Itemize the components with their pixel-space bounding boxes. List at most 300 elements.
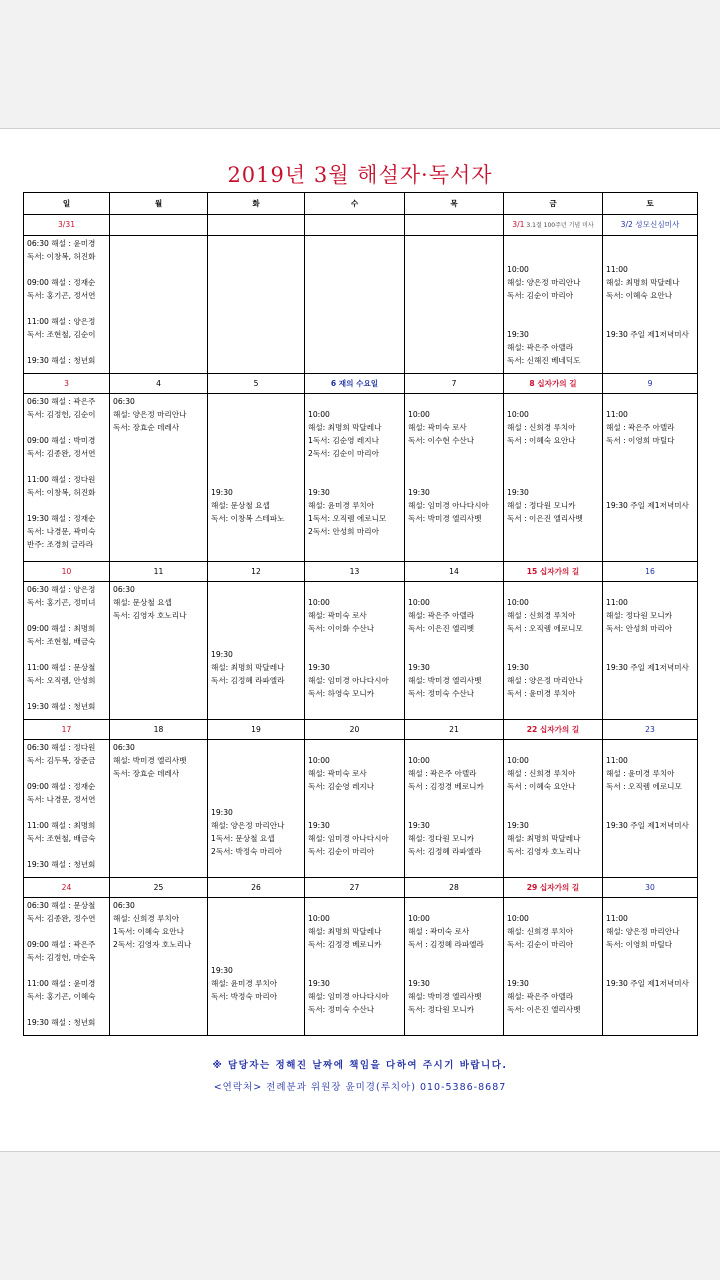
schedule-line xyxy=(211,951,304,964)
schedule-cell-tue xyxy=(208,898,305,1036)
date-cell-wed xyxy=(305,878,405,898)
schedule-table xyxy=(23,192,698,1036)
schedule-cell-fri xyxy=(504,582,603,720)
date-cell-thu xyxy=(405,215,504,236)
schedule-line: 2독서: 박정숙 마리아 xyxy=(211,847,282,856)
schedule-line: 해설: 신희경 루치아 xyxy=(507,927,574,936)
schedule-line: 해설 : 곽은주 아델라 xyxy=(408,769,477,778)
schedule-line: 독서: 김순이 마리아 xyxy=(507,291,574,300)
date-label: 12 xyxy=(251,567,261,576)
date-label: 18 xyxy=(153,725,164,734)
schedule-sheet xyxy=(0,128,720,1152)
schedule-line: 독서: 신해진 베네딕도 xyxy=(507,356,581,365)
schedule-line xyxy=(408,899,503,912)
schedule-line: 해설: 최명희 막달레나 xyxy=(308,423,382,432)
schedule-line: 11:00 xyxy=(606,265,628,274)
schedule-line xyxy=(308,460,404,473)
schedule-line: 독서: 홍기곤, 정미녀 xyxy=(27,598,96,607)
schedule-line: 독서: 이수현 수산나 xyxy=(408,436,475,445)
schedule-line xyxy=(27,845,109,858)
schedule-line xyxy=(27,263,109,276)
schedule-line: 09:00 해설 : 박미경 xyxy=(27,436,96,445)
schedule-line: 해설: 신희경 루치아 xyxy=(113,914,180,923)
date-label: 15 십자가의 길 xyxy=(526,567,580,576)
schedule-line: 19:30 주일 제1저녁미사 xyxy=(606,979,689,988)
schedule-line: 해설: 정다원 모니카 xyxy=(606,611,673,620)
schedule-line: 해설: 최명희 막달레나 xyxy=(507,834,581,843)
schedule-cell-wed xyxy=(305,898,405,1036)
schedule-line xyxy=(606,302,697,315)
schedule-line xyxy=(211,421,304,434)
schedule-line: 해설: 양은정 마리안나 xyxy=(507,278,581,287)
schedule-line: 19:30 xyxy=(507,821,529,830)
schedule-line: 2독서: 김영자 호노리나 xyxy=(113,940,192,949)
schedule-line xyxy=(211,793,304,806)
schedule-line: 독서 : 이영희 마틸다 xyxy=(606,436,675,445)
schedule-line xyxy=(507,635,602,648)
schedule-line: 독서: 이은진 엘리사벳 xyxy=(507,1005,581,1014)
schedule-line: 19:30 xyxy=(507,488,529,497)
schedule-line: 독서 : 김정혜 라파엘라 xyxy=(408,940,484,949)
date-label: 4 xyxy=(156,379,161,388)
date-row xyxy=(24,878,698,898)
schedule-line xyxy=(507,250,602,263)
schedule-line: 해설: 정다원 모니카 xyxy=(408,834,475,843)
weekday-header-fri: 금 xyxy=(504,193,603,215)
schedule-line xyxy=(606,447,697,460)
schedule-cell-thu xyxy=(405,740,504,878)
schedule-line: 10:00 xyxy=(408,756,430,765)
schedule-cell-tue xyxy=(208,740,305,878)
schedule-line: 독서: 홍기곤, 정서연 xyxy=(27,291,96,300)
schedule-line: 11:00 xyxy=(606,410,628,419)
schedule-line: 독서: 나경문, 정서연 xyxy=(27,795,96,804)
weekday-header-sat: 토 xyxy=(603,193,698,215)
schedule-line: 해설: 양은정 마리안나 xyxy=(606,927,680,936)
schedule-line: 독서 : 오직렘 에로니모 xyxy=(606,782,682,791)
schedule-line: 11:00 xyxy=(606,598,628,607)
schedule-line xyxy=(27,806,109,819)
schedule-line: 해설: 최명희 막달레나 xyxy=(606,278,680,287)
schedule-line: 11:00 해설 : 정다원 xyxy=(27,475,96,484)
date-label: 25 xyxy=(153,883,164,892)
schedule-line: 09:00 해설 : 정재순 xyxy=(27,782,96,791)
schedule-line: 해설: 양은정 마리안나 xyxy=(113,410,187,419)
schedule-line: 19:30 xyxy=(211,966,233,975)
schedule-line xyxy=(211,741,304,754)
schedule-line xyxy=(27,1003,109,1016)
schedule-line xyxy=(308,473,404,486)
schedule-line xyxy=(211,899,304,912)
schedule-line xyxy=(211,938,304,951)
schedule-line: 06:30 해설 : 양은정 xyxy=(27,585,96,594)
schedule-line xyxy=(408,583,503,596)
schedule-line xyxy=(606,237,697,250)
schedule-line xyxy=(507,793,602,806)
date-cell-wed xyxy=(305,562,405,582)
schedule-line xyxy=(211,780,304,793)
schedule-line xyxy=(507,395,602,408)
schedule-line xyxy=(507,447,602,460)
schedule-line: 19:30 xyxy=(507,979,529,988)
schedule-line xyxy=(408,951,503,964)
schedule-line xyxy=(507,951,602,964)
weekday-header-mon: 월 xyxy=(110,193,208,215)
schedule-line: 19:30 xyxy=(308,663,330,672)
schedule-line: 19:30 xyxy=(408,663,430,672)
schedule-line: 11:00 xyxy=(606,914,628,923)
date-label: 6 재의 수요일 xyxy=(330,379,379,388)
schedule-line xyxy=(507,583,602,596)
schedule-line xyxy=(211,912,304,925)
schedule-cell-sun xyxy=(24,236,110,374)
schedule-line: 해설: 곽미숙 로사 xyxy=(408,423,467,432)
schedule-line xyxy=(507,315,602,328)
date-label: 10 xyxy=(61,567,72,576)
schedule-cell-mon xyxy=(110,236,208,374)
schedule-line xyxy=(27,341,109,354)
schedule-line: 11:00 해설 : 윤미경 xyxy=(27,979,96,988)
schedule-line: 19:30 xyxy=(308,821,330,830)
schedule-line: 해설: 곽은주 아델라 xyxy=(408,611,475,620)
schedule-line: 독서: 박정숙 마리아 xyxy=(211,992,278,1001)
date-cell-fri xyxy=(504,720,603,740)
schedule-line: 독서: 조현철, 배금숙 xyxy=(27,637,96,646)
schedule-line: 06:30 해설 : 곽은주 xyxy=(27,397,96,406)
schedule-line xyxy=(606,741,697,754)
schedule-cell-mon xyxy=(110,898,208,1036)
schedule-line: 19:30 xyxy=(308,979,330,988)
schedule-line: 독서: 홍기곤, 이혜숙 xyxy=(27,992,96,1001)
schedule-line xyxy=(507,964,602,977)
schedule-line: 독서 : 김정경 베로니카 xyxy=(408,782,484,791)
schedule-line: 독서: 안성희 마리아 xyxy=(606,624,673,633)
schedule-line xyxy=(408,793,503,806)
schedule-line: 10:00 xyxy=(408,410,430,419)
date-cell-fri xyxy=(504,562,603,582)
date-row xyxy=(24,215,698,236)
date-cell-tue xyxy=(208,720,305,740)
schedule-line xyxy=(408,806,503,819)
schedule-line: 19:30 xyxy=(507,330,529,339)
schedule-line: 독서: 이창복 스테파노 xyxy=(211,514,285,523)
schedule-line: 해설: 윤미경 루치아 xyxy=(211,979,278,988)
weekday-header-wed: 수 xyxy=(305,193,405,215)
schedule-line: 해설: 박미경 엘리사벳 xyxy=(113,756,187,765)
schedule-cell-fri xyxy=(504,898,603,1036)
schedule-line xyxy=(211,460,304,473)
date-cell-mon xyxy=(110,878,208,898)
schedule-line: 반주: 조경희 글라라 xyxy=(27,540,94,549)
date-label: 24 xyxy=(61,883,72,892)
schedule-line: 해설: 최명희 막달레나 xyxy=(308,927,382,936)
schedule-line xyxy=(27,609,109,622)
schedule-line: 해설 : 윤미경 루치아 xyxy=(606,769,675,778)
schedule-line: 독서: 김두복, 장준금 xyxy=(27,756,96,765)
schedule-line xyxy=(408,460,503,473)
schedule-line: 10:00 xyxy=(507,598,529,607)
schedule-line xyxy=(606,473,697,486)
date-label: 21 xyxy=(449,725,459,734)
schedule-line xyxy=(211,447,304,460)
schedule-line: 09:00 해설 : 정재순 xyxy=(27,278,96,287)
schedule-line xyxy=(308,741,404,754)
schedule-line xyxy=(27,767,109,780)
schedule-line: 19:30 해설 : 청년회 xyxy=(27,356,96,365)
schedule-line: 독서: 이은진 엘리벳 xyxy=(408,624,475,633)
schedule-line xyxy=(308,964,404,977)
schedule-line: 독서: 김순영 레지나 xyxy=(308,782,375,791)
schedule-line: 19:30 주일 제1저녁미사 xyxy=(606,663,689,672)
schedule-line: 해설: 임미경 아나다시아 xyxy=(408,501,489,510)
schedule-line xyxy=(606,964,697,977)
schedule-line xyxy=(606,806,697,819)
date-label: 3/2 성모신심미사 xyxy=(620,220,680,229)
schedule-cell-wed xyxy=(305,236,405,374)
schedule-line: 독서: 정미숙 수산나 xyxy=(308,1005,375,1014)
schedule-line: 10:00 xyxy=(507,914,529,923)
date-cell-fri xyxy=(504,878,603,898)
schedule-line: 19:30 주일 제1저녁미사 xyxy=(606,501,689,510)
schedule-cell-wed xyxy=(305,394,405,562)
schedule-line: 독서: 장효순 데레사 xyxy=(113,423,180,432)
schedule-cell-tue xyxy=(208,394,305,562)
schedule-line xyxy=(211,395,304,408)
date-label: 20 xyxy=(349,725,360,734)
schedule-cell-sun xyxy=(24,898,110,1036)
schedule-line: 19:30 xyxy=(408,979,430,988)
schedule-cell-tue xyxy=(208,582,305,720)
schedule-line: 10:00 xyxy=(308,598,330,607)
date-label: 22 십자가의 길 xyxy=(526,725,580,734)
schedule-line xyxy=(27,499,109,512)
schedule-line xyxy=(308,648,404,661)
schedule-line xyxy=(27,460,109,473)
schedule-line xyxy=(408,964,503,977)
schedule-line: 독서: 이창복, 허진화 xyxy=(27,252,96,261)
schedule-line: 해설: 박미경 엘리사벳 xyxy=(408,676,482,685)
schedule-line: 해설 : 양은정 마리안나 xyxy=(507,676,583,685)
schedule-cell-sun xyxy=(24,582,110,720)
schedule-line: 10:00 xyxy=(308,410,330,419)
schedule-line: 10:00 xyxy=(507,756,529,765)
schedule-line xyxy=(211,408,304,421)
schedule-line: 06:30 해설 : 정다원 xyxy=(27,743,96,752)
schedule-line xyxy=(507,302,602,315)
schedule-line xyxy=(408,741,503,754)
schedule-line xyxy=(408,473,503,486)
date-cell-thu xyxy=(405,562,504,582)
schedule-line: 독서: 김영자 호노리나 xyxy=(507,847,581,856)
schedule-line xyxy=(211,925,304,938)
schedule-line xyxy=(308,583,404,596)
schedule-line: 19:30 xyxy=(211,650,233,659)
schedule-line: 독서: 김순이 마리아 xyxy=(308,847,375,856)
date-cell-sun xyxy=(24,878,110,898)
schedule-line: 09:00 해설 : 최명희 xyxy=(27,624,96,633)
schedule-line: 10:00 xyxy=(308,914,330,923)
date-cell-thu xyxy=(405,878,504,898)
schedule-line: 19:30 xyxy=(211,488,233,497)
schedule-line xyxy=(606,460,697,473)
schedule-line: 독서: 정다원 모니카 xyxy=(408,1005,475,1014)
date-cell-wed xyxy=(305,720,405,740)
schedule-line xyxy=(507,648,602,661)
schedule-cell-fri xyxy=(504,740,603,878)
schedule-line: 06:30 해설 : 문상철 xyxy=(27,901,96,910)
schedule-line: 독서 : 이혜숙 요안나 xyxy=(507,436,576,445)
date-label: 7 xyxy=(451,379,457,388)
date-cell-tue xyxy=(208,215,305,236)
date-label: 13 xyxy=(349,567,360,576)
schedule-line: 11:00 xyxy=(606,756,628,765)
schedule-line: 독서: 이영희 마틸다 xyxy=(606,940,673,949)
schedule-cell-sat xyxy=(603,740,698,878)
schedule-cell-sat xyxy=(603,236,698,374)
footer-contact: <연락처> 전례분과 위원장 윤미경(루치아) 010-5386-8687 xyxy=(213,1082,507,1093)
schedule-line xyxy=(606,250,697,263)
date-cell-thu xyxy=(405,720,504,740)
date-cell-sun xyxy=(24,374,110,394)
date-cell-sat xyxy=(603,215,698,236)
date-label: 8 십자가의 길 xyxy=(529,379,577,388)
schedule-line: 독서: 나경문, 곽미숙 xyxy=(27,527,96,536)
schedule-line: 19:30 해설 : 청년회 xyxy=(27,860,96,869)
schedule-line: 09:00 해설 : 곽은주 xyxy=(27,940,96,949)
schedule-line: 해설 : 곽은주 아델라 xyxy=(606,423,675,432)
schedule-line: 해설 : 곽미숙 로사 xyxy=(408,927,470,936)
schedule-line: 10:00 xyxy=(408,598,430,607)
weekday-header-thu: 목 xyxy=(405,193,504,215)
schedule-line: 해설: 곽은주 아델라 xyxy=(507,992,574,1001)
schedule-line xyxy=(606,583,697,596)
schedule-cell-sun xyxy=(24,394,110,562)
schedule-cell-mon xyxy=(110,582,208,720)
schedule-line: 10:00 xyxy=(507,265,529,274)
date-label: 3/1 xyxy=(512,220,525,229)
schedule-cell-thu xyxy=(405,582,504,720)
schedule-line: 해설: 곽미숙 로사 xyxy=(308,611,367,620)
schedule-line: 19:30 해설 : 정재순 xyxy=(27,514,96,523)
schedule-line: 1독서: 이혜숙 요안나 xyxy=(113,927,184,936)
schedule-line xyxy=(27,421,109,434)
date-label: 26 xyxy=(251,883,261,892)
schedule-line: 19:30 주일 제1저녁미사 xyxy=(606,821,689,830)
schedule-line: 독서: 김정헌, 김순이 xyxy=(27,410,96,419)
schedule-line: 해설: 임미경 아나다시아 xyxy=(308,992,389,1001)
schedule-line: 해설: 곽은주 아델라 xyxy=(507,343,574,352)
footer-notice: ※ 담당자는 정해진 날짜에 책임을 다하여 주시기 바랍니다. xyxy=(212,1060,508,1071)
schedule-cell-wed xyxy=(305,740,405,878)
schedule-line xyxy=(606,395,697,408)
schedule-line: 해설: 곽미숙 로사 xyxy=(308,769,367,778)
schedule-cell-sat xyxy=(603,394,698,562)
schedule-line xyxy=(211,754,304,767)
schedule-line xyxy=(507,741,602,754)
schedule-cell-sat xyxy=(603,582,698,720)
date-label: 9 xyxy=(647,379,653,388)
schedule-line: 해설 : 신희경 루치아 xyxy=(507,769,576,778)
schedule-cell-fri xyxy=(504,236,603,374)
schedule-cell-thu xyxy=(405,236,504,374)
schedule-line xyxy=(408,395,503,408)
schedule-line: 해설 : 신희경 루치아 xyxy=(507,611,576,620)
schedule-line: 2독서: 안성희 마리아 xyxy=(308,527,379,536)
schedule-line xyxy=(211,609,304,622)
schedule-line xyxy=(507,806,602,819)
date-cell-wed xyxy=(305,215,405,236)
date-label: 11 xyxy=(153,567,164,576)
date-label: 16 xyxy=(645,567,655,576)
schedule-line: 독서 : 이혜숙 요안나 xyxy=(507,782,576,791)
schedule-line xyxy=(308,793,404,806)
schedule-line xyxy=(507,899,602,912)
schedule-line xyxy=(308,395,404,408)
schedule-line: 06:30 xyxy=(113,743,135,752)
schedule-line: 06:30 xyxy=(113,585,135,594)
schedule-line: 독서 : 오직렘 에로니모 xyxy=(507,624,583,633)
schedule-line: 독서: 김종완, 정수연 xyxy=(27,914,96,923)
schedule-line: 독서: 박미경 엘리사벳 xyxy=(408,514,482,523)
schedule-line: 독서: 이창복, 허진화 xyxy=(27,488,96,497)
schedule-line xyxy=(408,635,503,648)
schedule-line: 19:30 주일 제1저녁미사 xyxy=(606,330,689,339)
schedule-line: 06:30 xyxy=(113,901,135,910)
schedule-line: 1독서: 문상철 요셉 xyxy=(211,834,275,843)
date-cell-tue xyxy=(208,374,305,394)
date-label: 3 xyxy=(64,379,69,388)
schedule-line xyxy=(507,237,602,250)
schedule-cell-mon xyxy=(110,740,208,878)
schedule-line xyxy=(308,635,404,648)
schedule-cell-tue xyxy=(208,236,305,374)
schedule-line: 독서: 김순이 마리아 xyxy=(507,940,574,949)
schedule-line: 독서: 김종완, 정서연 xyxy=(27,449,96,458)
date-cell-fri xyxy=(504,374,603,394)
date-label: 17 xyxy=(61,725,72,734)
weekday-header-row xyxy=(24,193,698,215)
schedule-line xyxy=(27,925,109,938)
schedule-row xyxy=(24,582,698,720)
schedule-line xyxy=(27,302,109,315)
date-label: 28 xyxy=(449,883,459,892)
schedule-line: 독서 : 윤미경 루치아 xyxy=(507,689,576,698)
schedule-line xyxy=(211,596,304,609)
schedule-line: 독서 : 이은진 엘리사벳 xyxy=(507,514,583,523)
date-cell-sun xyxy=(24,562,110,582)
date-cell-fri xyxy=(504,215,603,236)
schedule-line: 10:00 xyxy=(408,914,430,923)
date-label: 29 십자가의 길 xyxy=(526,883,580,892)
schedule-row xyxy=(24,236,698,374)
schedule-line: 해설: 윤미경 루치아 xyxy=(308,501,375,510)
schedule-line xyxy=(211,622,304,635)
date-cell-wed xyxy=(305,374,405,394)
schedule-line: 1독서: 오직렘 에로니모 xyxy=(308,514,387,523)
schedule-row xyxy=(24,740,698,878)
date-cell-mon xyxy=(110,215,208,236)
schedule-line: 19:30 xyxy=(408,821,430,830)
schedule-line xyxy=(606,793,697,806)
schedule-line xyxy=(211,473,304,486)
schedule-line xyxy=(211,635,304,648)
date-cell-thu xyxy=(405,374,504,394)
schedule-line: 해설: 양은정 마리안나 xyxy=(211,821,285,830)
schedule-cell-sat xyxy=(603,898,698,1036)
schedule-line: 독서: 정미숙 수산나 xyxy=(408,689,475,698)
schedule-row xyxy=(24,898,698,1036)
weekday-header-sun: 일 xyxy=(24,193,110,215)
